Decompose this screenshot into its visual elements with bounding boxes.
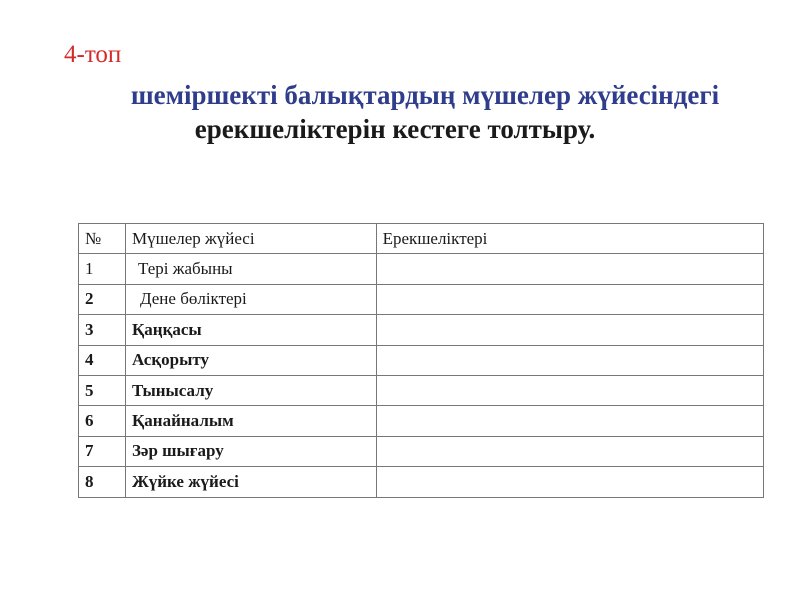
column-header-number: № xyxy=(79,224,126,254)
row-system: Тері жабыны xyxy=(125,254,376,284)
row-system: Зәр шығару xyxy=(125,436,376,466)
table-row xyxy=(79,406,764,436)
row-feature-cell[interactable] xyxy=(376,375,763,405)
row-number: 5 xyxy=(79,375,126,405)
table-row xyxy=(79,315,764,345)
row-feature-cell[interactable] xyxy=(376,467,763,497)
row-system: Асқорыту xyxy=(125,345,376,375)
organ-systems-table xyxy=(78,223,764,498)
table-row xyxy=(79,467,764,497)
table-row xyxy=(79,345,764,375)
row-number: 3 xyxy=(79,315,126,345)
table-header-row xyxy=(79,224,764,254)
row-system: Қаңқасы xyxy=(125,315,376,345)
row-feature-cell[interactable] xyxy=(376,284,763,314)
table-row xyxy=(79,284,764,314)
row-system: Тынысалу xyxy=(125,375,376,405)
row-system: Дене бөліктері xyxy=(125,284,376,314)
table-row xyxy=(79,436,764,466)
row-feature-cell[interactable] xyxy=(376,315,763,345)
row-feature-cell[interactable] xyxy=(376,345,763,375)
table-row xyxy=(79,254,764,284)
row-number: 7 xyxy=(79,436,126,466)
group-label: 4-топ xyxy=(64,41,122,68)
title-line-2: ерекшеліктерін кестеге толтыру. xyxy=(194,114,596,144)
row-number: 8 xyxy=(79,467,126,497)
row-feature-cell[interactable] xyxy=(376,436,763,466)
title-line-1: шеміршекті балықтардың мүшелер жүйесіндегі xyxy=(130,80,720,110)
row-system: Қанайналым xyxy=(125,406,376,436)
row-system: Жүйке жүйесі xyxy=(125,467,376,497)
row-number: 2 xyxy=(79,284,126,314)
table-row xyxy=(79,375,764,405)
row-feature-cell[interactable] xyxy=(376,406,763,436)
column-header-features: Ерекшеліктері xyxy=(376,224,763,254)
column-header-system: Мүшелер жүйесі xyxy=(125,224,376,254)
row-number: 1 xyxy=(79,254,126,284)
row-feature-cell[interactable] xyxy=(376,254,763,284)
row-number: 4 xyxy=(79,345,126,375)
row-number: 6 xyxy=(79,406,126,436)
